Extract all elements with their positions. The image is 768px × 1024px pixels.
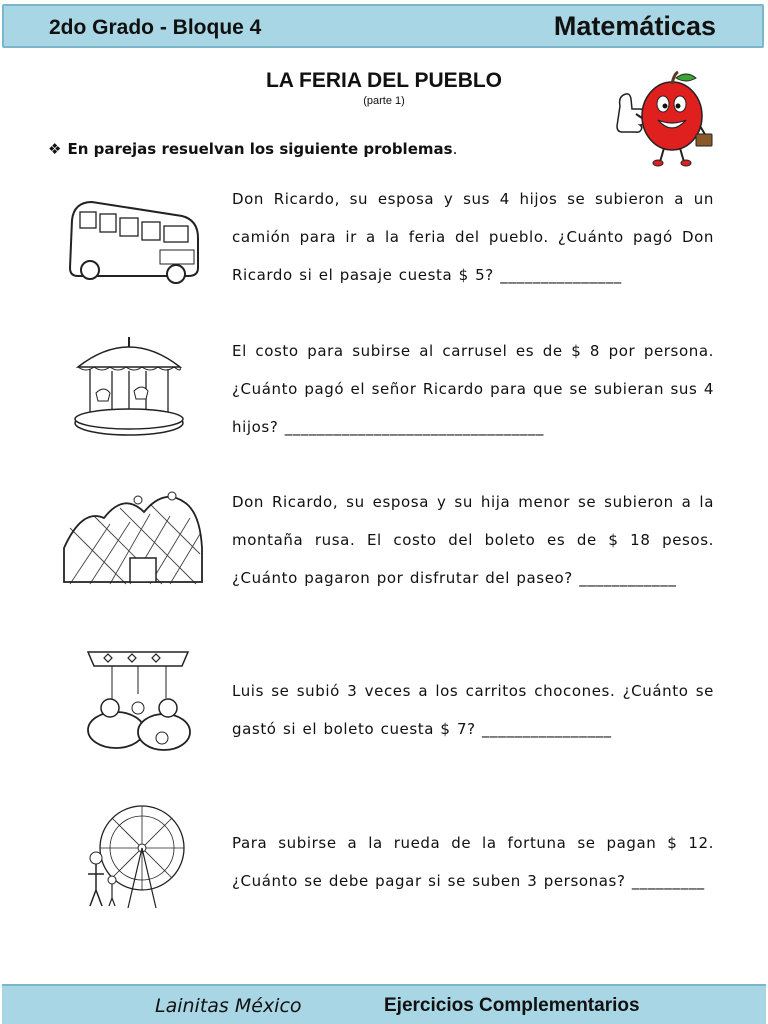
diamond-bullet-icon: ❖: [48, 140, 62, 158]
problem-1-text: Don Ricardo, su esposa y sus 4 hijos se subieron a un camión para ir a la feria del pueblo. ¿Cuánto pagó Don Ricardo si el pasaje cuesta $ 5? _______________: [232, 190, 714, 284]
problem-5-text: Para subirse a la rueda de la fortuna se pagan $ 12. ¿Cuánto se debe pagar si se suben 3 personas? _________: [232, 834, 714, 890]
problem-2-text: El costo para subirse al carrusel es de $ 8 por persona. ¿Cuánto pagó el señor Ricardo para que se subieran sus 4 hijos? ________________________________: [232, 342, 714, 436]
apple-mascot-icon: [612, 68, 716, 168]
instruction-text: En parejas resuelvan los siguiente problemas: [67, 140, 453, 158]
subject-label: Matemáticas: [553, 11, 716, 41]
page-footer: [2, 984, 766, 1024]
ferris-wheel-icon: [78, 800, 190, 912]
footer-series: Ejercicios Complementarios: [384, 995, 640, 1016]
instruction-period: .: [452, 140, 458, 158]
grade-label: 2do Grado - Bloque 4: [49, 16, 262, 39]
page-subtitle: (parte 1): [363, 95, 405, 107]
page-title: LA FERIA DEL PUEBLO: [265, 69, 503, 92]
footer-author: Lainitas México: [155, 995, 302, 1017]
instruction: [48, 140, 457, 158]
bumper-cars-icon: [82, 646, 194, 756]
problem-4-text: Luis se subió 3 veces a los carritos chocones. ¿Cuánto se gastó si el boleto cuesta $ 7? ________________: [232, 682, 714, 738]
carousel-icon: [72, 333, 186, 439]
problem-3-text: Don Ricardo, su esposa y su hija menor se subieron a la montaña rusa. El costo del boleto es de $ 18 pesos. ¿Cuánto pagaron por disfrutar del paseo? ____________: [232, 493, 714, 587]
bus-icon: [64, 190, 204, 290]
roller-coaster-icon: [60, 488, 206, 586]
page-header: [2, 4, 764, 48]
